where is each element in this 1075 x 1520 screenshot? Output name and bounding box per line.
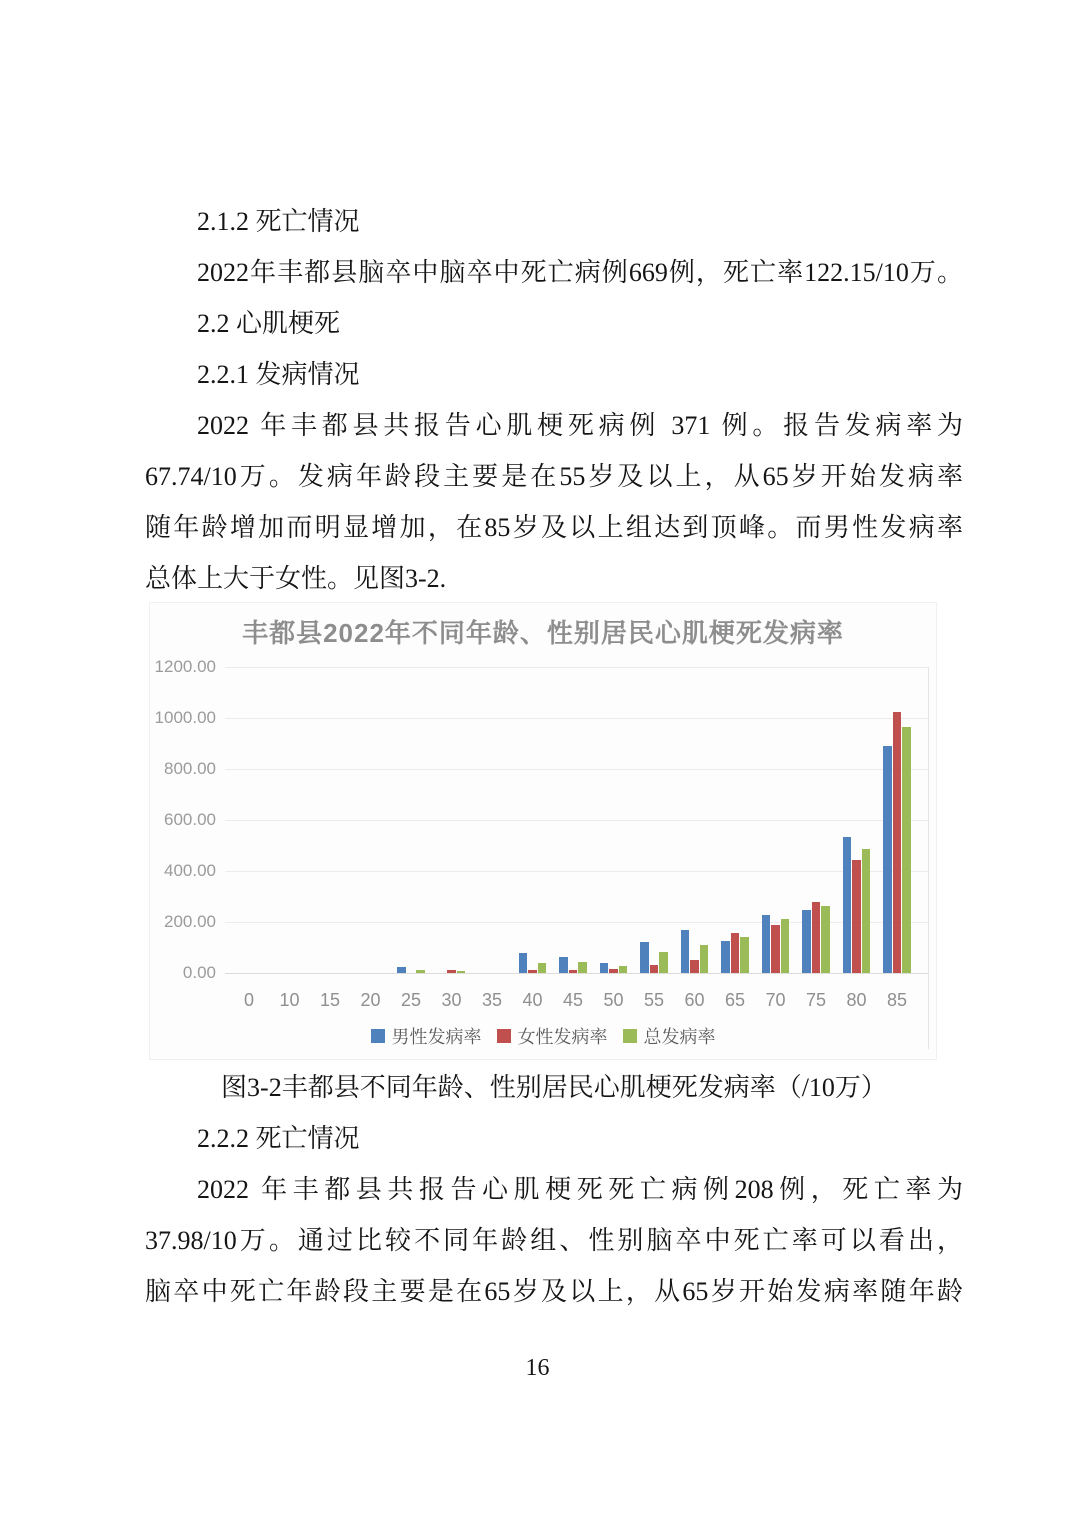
bar-总发病率-45	[578, 962, 587, 973]
legend-label: 女性发病率	[517, 1027, 608, 1047]
bar-总发病率-70	[781, 919, 790, 973]
figure-caption: 图3-2丰都县不同年龄、性别居民心肌梗死发病率（/10万）	[221, 1073, 887, 1102]
bar-总发病率-50	[619, 966, 628, 973]
bar-男性发病率-25	[397, 967, 406, 973]
x-axis-tick-label: 65	[724, 990, 746, 1010]
chart-title: 丰都县2022年不同年龄、性别居民心肌梗死发病率	[242, 618, 844, 648]
x-axis-tick-label: 50	[603, 990, 624, 1010]
legend-swatch-icon	[497, 1029, 511, 1043]
bar-男性发病率-45	[559, 957, 568, 973]
legend-item	[623, 1023, 716, 1049]
x-axis-tick-label: 15	[319, 990, 341, 1010]
bar-chart-panel	[149, 602, 937, 1060]
bar-男性发病率-70	[762, 915, 771, 973]
legend-swatch-icon	[623, 1029, 637, 1043]
bar-总发病率-80	[862, 849, 871, 973]
y-axis-tick-label: 200.00	[164, 912, 216, 931]
bar-男性发病率-50	[600, 963, 609, 973]
legend-swatch-icon	[371, 1029, 385, 1043]
bar-总发病率-30	[457, 971, 466, 973]
bar-总发病率-25	[416, 970, 425, 973]
bar-女性发病率-40	[528, 970, 537, 973]
bar-男性发病率-85	[883, 746, 892, 973]
bar-总发病率-65	[740, 937, 749, 973]
heading-2-2: 2.2 心肌梗死	[197, 309, 341, 338]
paragraph-line: 总体上大于女性。见图3-2.	[145, 564, 447, 593]
paragraph-line: 67.74/10万。发病年龄段主要是在55岁及以上，从65岁开始发病率	[145, 462, 963, 491]
bar-男性发病率-60	[681, 930, 690, 973]
bar-总发病率-55	[659, 952, 668, 973]
gridline	[225, 718, 928, 719]
gridline	[225, 769, 928, 770]
x-axis-tick-label: 0	[243, 990, 254, 1010]
x-axis-tick-label: 45	[562, 990, 584, 1010]
x-axis-tick-label: 10	[279, 990, 300, 1010]
bar-女性发病率-30	[447, 970, 456, 973]
bar-总发病率-85	[902, 727, 911, 973]
heading-2-1-2: 2.1.2 死亡情况	[197, 207, 360, 236]
legend-item	[497, 1023, 608, 1049]
bar-女性发病率-70	[771, 925, 780, 973]
bar-男性发病率-65	[721, 941, 730, 973]
page-number: 16	[525, 1355, 550, 1381]
bar-女性发病率-65	[731, 933, 740, 973]
x-axis-tick-label: 60	[684, 990, 705, 1010]
bar-女性发病率-85	[893, 712, 902, 973]
paragraph-line: 随年龄增加而明显增加，在85岁及以上组达到顶峰。而男性发病率	[145, 513, 963, 542]
bar-总发病率-40	[538, 963, 547, 973]
y-axis-tick-label: 0.00	[182, 963, 216, 982]
x-axis-tick-label: 80	[846, 990, 867, 1010]
x-axis-tick-label: 25	[400, 990, 422, 1010]
bar-男性发病率-55	[640, 942, 649, 973]
y-axis-tick-label: 400.00	[164, 861, 216, 880]
bar-男性发病率-80	[843, 837, 852, 973]
legend-item	[371, 1023, 482, 1049]
heading-2-2-1: 2.2.1 发病情况	[197, 360, 360, 389]
x-axis-tick-label: 20	[360, 990, 381, 1010]
bar-总发病率-75	[821, 906, 830, 973]
bar-女性发病率-75	[812, 902, 821, 973]
y-axis-tick-label: 600.00	[164, 810, 216, 829]
gridline	[225, 973, 928, 974]
text-block-2	[145, 1113, 963, 1317]
chart-legend	[150, 1023, 936, 1049]
paragraph-line: 脑卒中死亡年龄段主要是在65岁及以上，从65岁开始发病率随年龄	[145, 1277, 963, 1306]
plot-right-border	[928, 667, 929, 1049]
gridline	[225, 820, 928, 821]
paragraph-line: 37.98/10万。通过比较不同年龄组、性别脑卒中死亡率可以看出，	[145, 1226, 963, 1255]
paragraph-line: 2022 年丰都县共报告心肌梗死病例 371 例。报告发病率为	[197, 411, 963, 440]
bar-男性发病率-75	[802, 910, 811, 973]
x-axis-tick-label: 35	[481, 990, 503, 1010]
x-axis-tick-label: 70	[765, 990, 786, 1010]
bar-女性发病率-80	[852, 860, 861, 973]
y-axis-tick-label: 1000.00	[154, 708, 216, 727]
gridline	[225, 871, 928, 872]
bar-总发病率-60	[700, 945, 709, 973]
bar-女性发病率-60	[690, 960, 699, 973]
x-axis-tick-label: 30	[441, 990, 462, 1010]
gridline	[225, 667, 928, 668]
x-axis-tick-label: 55	[643, 990, 665, 1010]
paragraph-line: 2022 年丰都县共报告心肌梗死死亡病例208例，死亡率为	[197, 1175, 963, 1204]
heading-2-2-2: 2.2.2 死亡情况	[197, 1124, 360, 1153]
bar-女性发病率-55	[650, 965, 659, 973]
x-axis-tick-label: 40	[522, 990, 543, 1010]
y-axis-tick-label: 1200.00	[154, 657, 216, 676]
paragraph-line: 2022年丰都县脑卒中脑卒中死亡病例669例，死亡率122.15/10万。	[197, 258, 963, 287]
bar-男性发病率-40	[519, 953, 528, 973]
x-axis-tick-label: 85	[886, 990, 908, 1010]
legend-label: 总发病率	[643, 1027, 716, 1047]
x-axis-tick-label: 75	[805, 990, 827, 1010]
bar-女性发病率-50	[609, 969, 618, 973]
y-axis-tick-label: 800.00	[164, 759, 216, 778]
text-block-1	[145, 196, 963, 604]
bar-女性发病率-45	[569, 970, 578, 973]
legend-label: 男性发病率	[391, 1027, 482, 1047]
